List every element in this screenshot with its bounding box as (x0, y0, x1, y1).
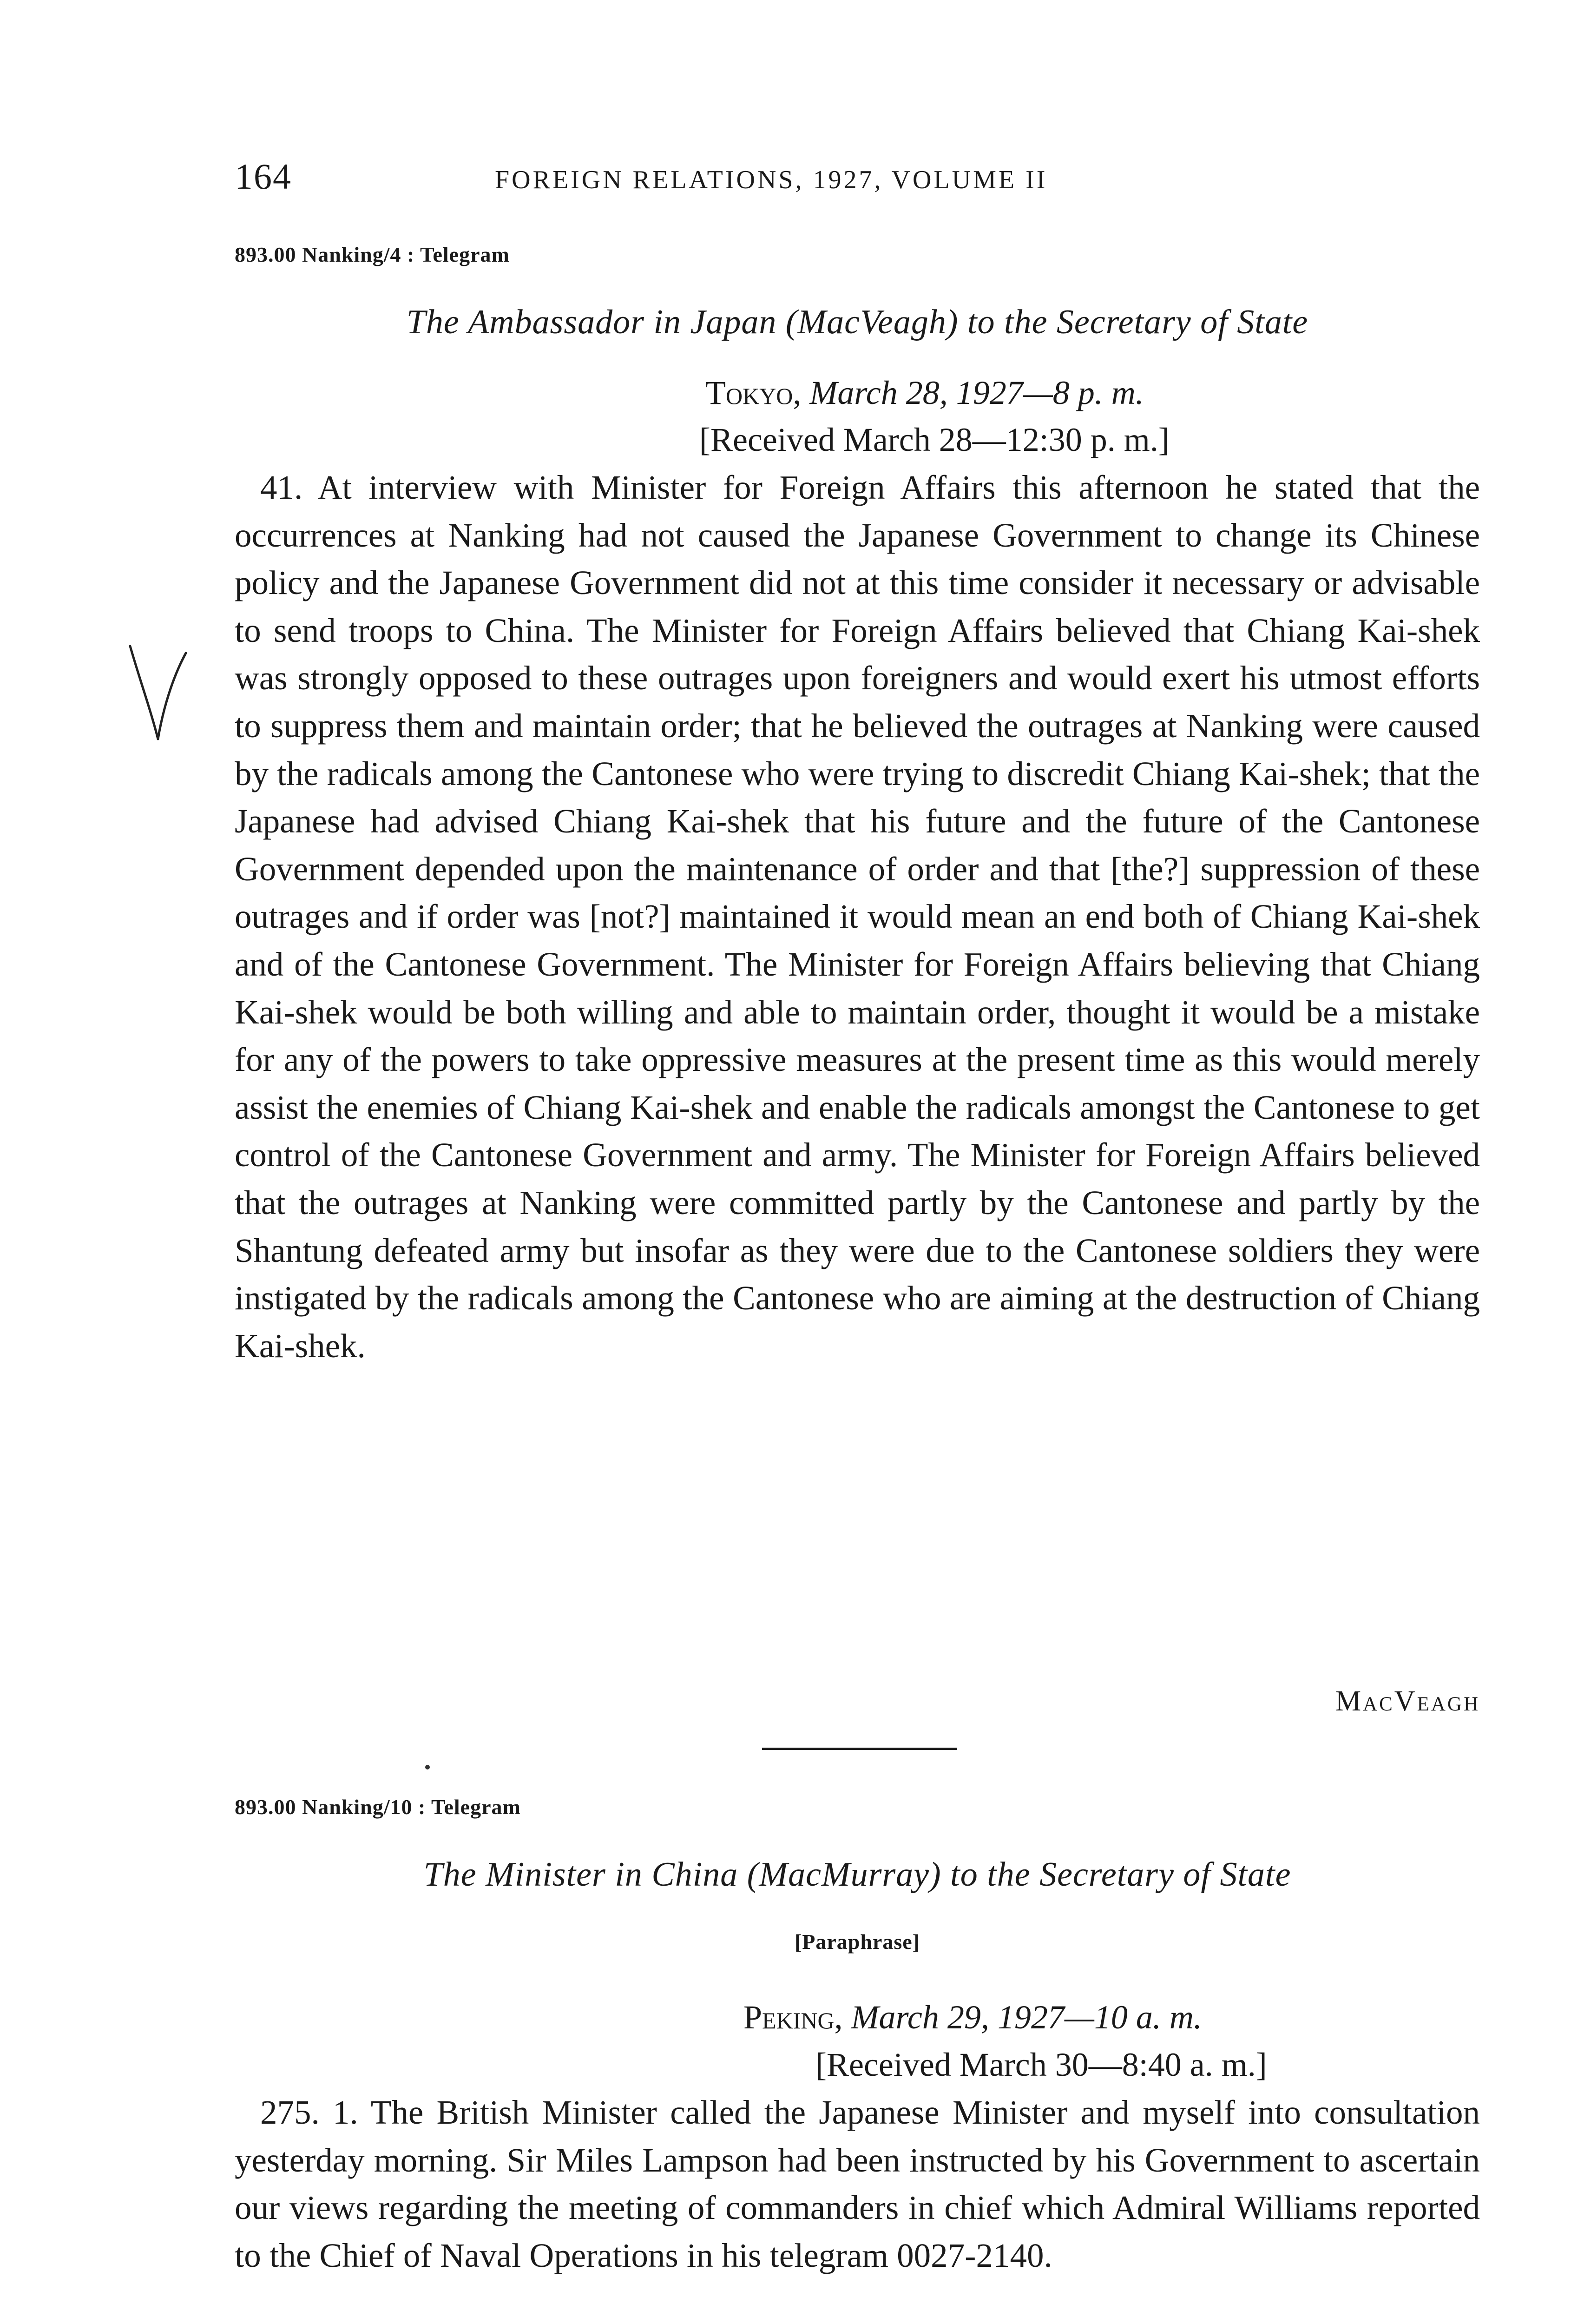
signature-1: MacVeagh (1335, 1685, 1480, 1717)
dateline-date-2: March 29, 1927—10 a. m. (851, 1999, 1202, 2036)
paraphrase-note: [Paraphrase] (794, 1930, 920, 1954)
file-reference-2: 893.00 Nanking/10 : Telegram (235, 1795, 521, 1819)
page-number: 164 (235, 156, 292, 197)
dateline-date-1: March 28, 1927—8 p. m. (809, 374, 1144, 411)
dateline-place-1: Tokyo, (705, 374, 802, 411)
stray-ink-dot (425, 1765, 430, 1769)
running-head (235, 153, 1480, 205)
handwritten-check-mark (125, 641, 191, 748)
file-reference-1: 893.00 Nanking/4 : Telegram (235, 243, 510, 266)
document-heading-2: The Minister in China (MacMurray) to the Secretary of State (423, 1855, 1291, 1894)
dateline-1 (235, 370, 1571, 416)
dateline-place-2: Peking, (743, 1999, 843, 2036)
received-note-1: [Received March 28—12:30 p. m.] (699, 421, 1170, 458)
body-paragraph-2: 275. 1. The British Minister called the Japanese Minister and myself into consultation yesterday morning. Sir Miles Lampson had been instructed by his Government to ascertain our views regarding the meeting of commanders in chief which Admiral Williams reported to the Chief of Naval Operations in his telegram 0027-2140. (235, 2093, 1480, 2274)
section-divider (762, 1748, 957, 1750)
received-note-2: [Received March 30—8:40 a. m.] (815, 2046, 1267, 2083)
dateline-2 (235, 1994, 1571, 2040)
document-heading-1: The Ambassador in Japan (MacVeagh) to the Secretary of State (406, 303, 1308, 341)
body-paragraph-1: 41. At interview with Minister for Foreign Affairs this afternoon he stated that the occurrences at Nanking had not caused the Japanese Government to change its Chinese policy and the Japanese Government did not at this time consider it necessary or advisable to send troops to China. The Minister for Foreign Affairs believed that Chiang Kai-shek was strongly opposed to these outrages upon foreigners and would exert his utmost efforts to suppress them and maintain order; that he believed the outrages at Nanking were caused by the radicals among the Cantonese who were trying to discredit Chiang Kai-shek; that the Japanese had advised Chiang Kai-shek that his future and the future of the Cantonese Government depended upon the maintenance of order and that [the?] suppression of these outrages and if order was [not?] maintained it would mean an end both of Chiang Kai-shek and of the Cantonese Government. The Minister for Foreign Affairs believing that Chiang Kai-shek would be both willing and able to maintain order, thought it would be a mistake for any of the powers to take oppressive measures at the present time as this would merely assist the enemies of Chiang Kai-shek and enable the radicals amongst the Cantonese to get control of the Cantonese Government and army. The Minister for Foreign Affairs believed that the outrages at Nanking were committed partly by the Cantonese and partly by the Shantung defeated army but insofar as they were due to the Cantonese soldiers they were instigated by the radicals among the Cantonese who are aiming at the destruction of Chiang Kai-shek. (235, 469, 1480, 1365)
running-title: FOREIGN RELATIONS, 1927, VOLUME II (495, 165, 1048, 194)
